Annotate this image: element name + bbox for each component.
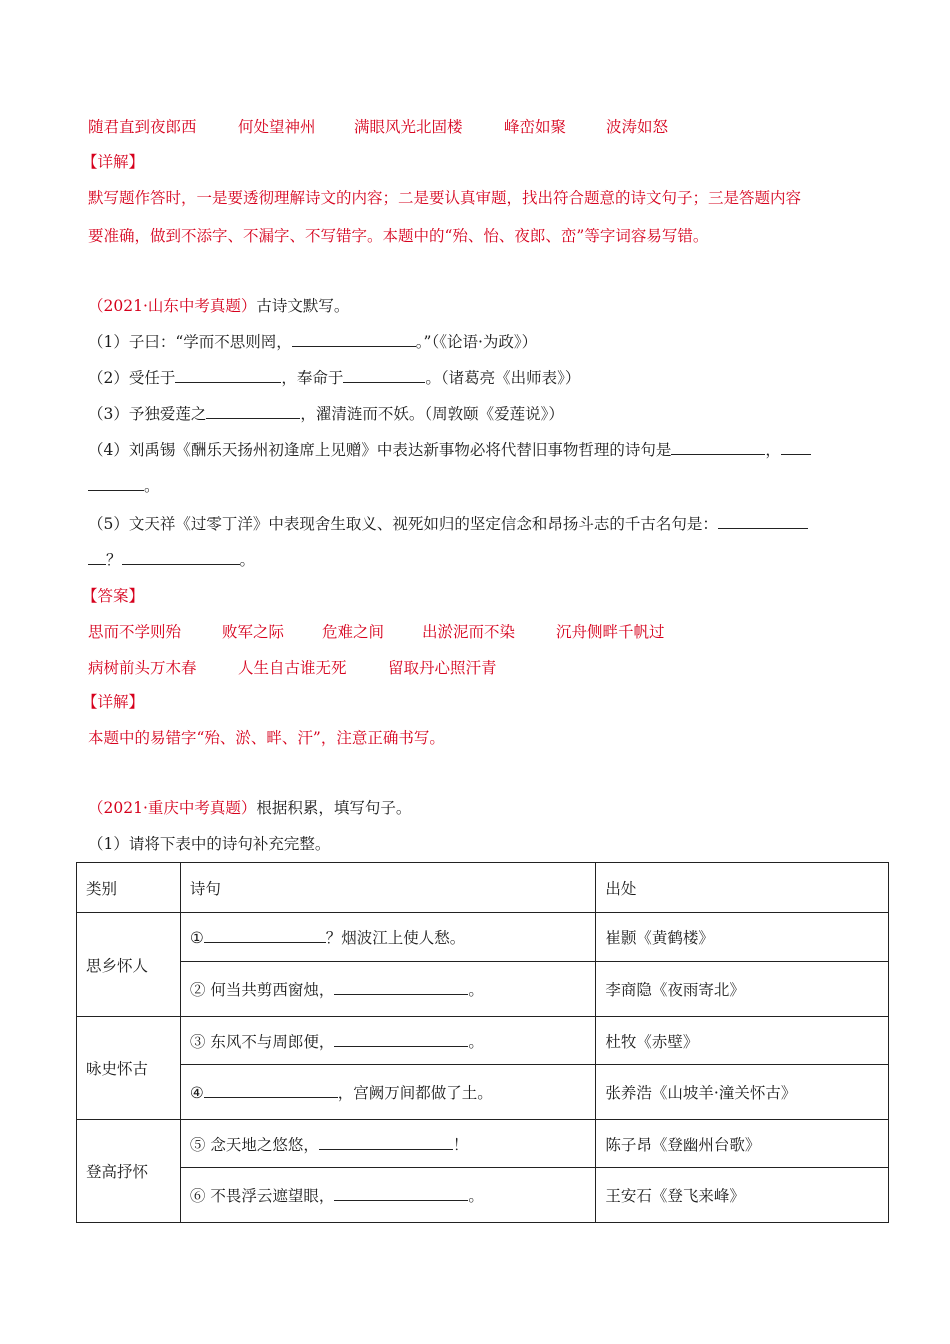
detail-heading: 【详解】 [82, 153, 145, 171]
question-subtitle: （1）请将下表中的诗句补充完整。 [88, 835, 331, 853]
answer-item: 危难之间 [322, 623, 385, 641]
answer-item: 沉舟侧畔千帆过 [556, 623, 665, 641]
source-cell: 李商隐《夜雨寄北》 [596, 962, 889, 1017]
question-item-cont: ？ 。 [88, 550, 255, 570]
poem-cell: ⑥ 不畏浮云遮望眼， 。 [180, 1168, 596, 1223]
blank-line [204, 928, 326, 943]
source-cell: 陈子昂《登幽州台歌》 [596, 1120, 889, 1168]
blank-line [88, 550, 106, 565]
question-item-cont: 。 [88, 476, 160, 496]
blank-line [671, 440, 765, 455]
blank-line [781, 440, 811, 455]
answer-item: 病树前头万木春 [88, 659, 197, 677]
detail-heading: 【详解】 [82, 693, 145, 711]
answer-heading: 【答案】 [82, 587, 145, 605]
poem-cell: ① ？烟波江上使人愁。 [180, 913, 596, 962]
blank-line [175, 368, 281, 383]
blank-line [204, 1083, 338, 1098]
blank-line [334, 980, 468, 995]
poem-table [76, 862, 889, 1223]
question-header [88, 798, 411, 818]
header-cell: 类别 [77, 863, 181, 913]
blank-line [334, 1032, 468, 1047]
question-item: （4）刘禹锡《酬乐天扬州初逢席上见赠》中表达新事物必将代替旧事物哲理的诗句是 ， [88, 440, 811, 460]
table-row [77, 1168, 889, 1223]
question-header [88, 296, 349, 316]
answer-item: 人生自古谁无死 [238, 659, 347, 677]
answer-item: 峰峦如聚 [504, 118, 567, 136]
detail-text-line: 要准确，做到不添字、不漏字、不写错字。本题中的“殆、怡、夜郎、峦”等字词容易写错。 [88, 227, 709, 245]
source-cell: 杜牧《赤壁》 [596, 1017, 889, 1065]
question-item: （3）予独爱莲之 ，濯清涟而不妖。（周敦颐《爱莲说》） [88, 405, 564, 423]
question-title: 根据积累，填写句子。 [256, 799, 412, 817]
question-source: （2021·重庆中考真题） [88, 799, 257, 817]
detail-text: 本题中的易错字“殆、淤、畔、汗”，注意正确书写。 [88, 729, 445, 747]
poem-cell: ⑤ 念天地之悠悠， ！ [180, 1120, 596, 1168]
category-cell: 咏史怀古 [77, 1017, 181, 1120]
table-row [77, 962, 889, 1017]
source-cell: 王安石《登飞来峰》 [596, 1168, 889, 1223]
answer-item: 满眼风光北固楼 [354, 118, 463, 136]
table-header-row [77, 863, 889, 913]
header-cell: 诗句 [180, 863, 596, 913]
category-cell: 登高抒怀 [77, 1120, 181, 1223]
category-cell: 思乡怀人 [77, 913, 181, 1017]
table-row [77, 1017, 889, 1065]
poem-cell: ② 何当共剪西窗烛， 。 [180, 962, 596, 1017]
blank-line [88, 476, 144, 491]
poem-cell: ③ 东风不与周郎便， 。 [180, 1017, 596, 1065]
answer-item: 留取丹心照汗青 [388, 659, 497, 677]
question-item: （5）文天祥《过零丁洋》中表现舍生取义、视死如归的坚定信念和昂扬斗志的千古名句是： [88, 514, 808, 534]
question-title: 古诗文默写。 [256, 297, 350, 315]
source-cell: 张养浩《山坡羊·潼关怀古》 [596, 1065, 889, 1120]
answer-item: 何处望神州 [238, 118, 316, 136]
blank-line [334, 1186, 468, 1201]
blank-line [319, 1135, 453, 1150]
question-item: （2）受任于 ，奉命于 。（诸葛亮《出师表》） [88, 369, 581, 387]
blank-line [718, 514, 808, 529]
answer-item: 出淤泥而不染 [422, 623, 516, 641]
table-row [77, 1120, 889, 1168]
question-source: （2021·山东中考真题） [88, 297, 257, 315]
table-row [77, 913, 889, 962]
source-cell: 崔颢《黄鹤楼》 [596, 913, 889, 962]
blank-line [292, 332, 416, 347]
poem-cell: ④ ，宫阙万间都做了土。 [180, 1065, 596, 1120]
answer-item: 波涛如怒 [606, 118, 669, 136]
table-row [77, 1065, 889, 1120]
blank-line [206, 404, 300, 419]
blank-line [122, 550, 240, 565]
answer-item: 败军之际 [222, 623, 285, 641]
blank-line [343, 368, 425, 383]
answer-item: 思而不学则殆 [88, 623, 182, 641]
detail-text-line: 默写题作答时，一是要透彻理解诗文的内容；二是要认真审题，找出符合题意的诗文句子；三是答题内容 [88, 189, 802, 207]
answer-item: 随君直到夜郎西 [88, 118, 197, 136]
question-item: （1）子曰：“学而不思则罔， 。”（《论语·为政》） [88, 333, 538, 351]
header-cell: 出处 [596, 863, 889, 913]
